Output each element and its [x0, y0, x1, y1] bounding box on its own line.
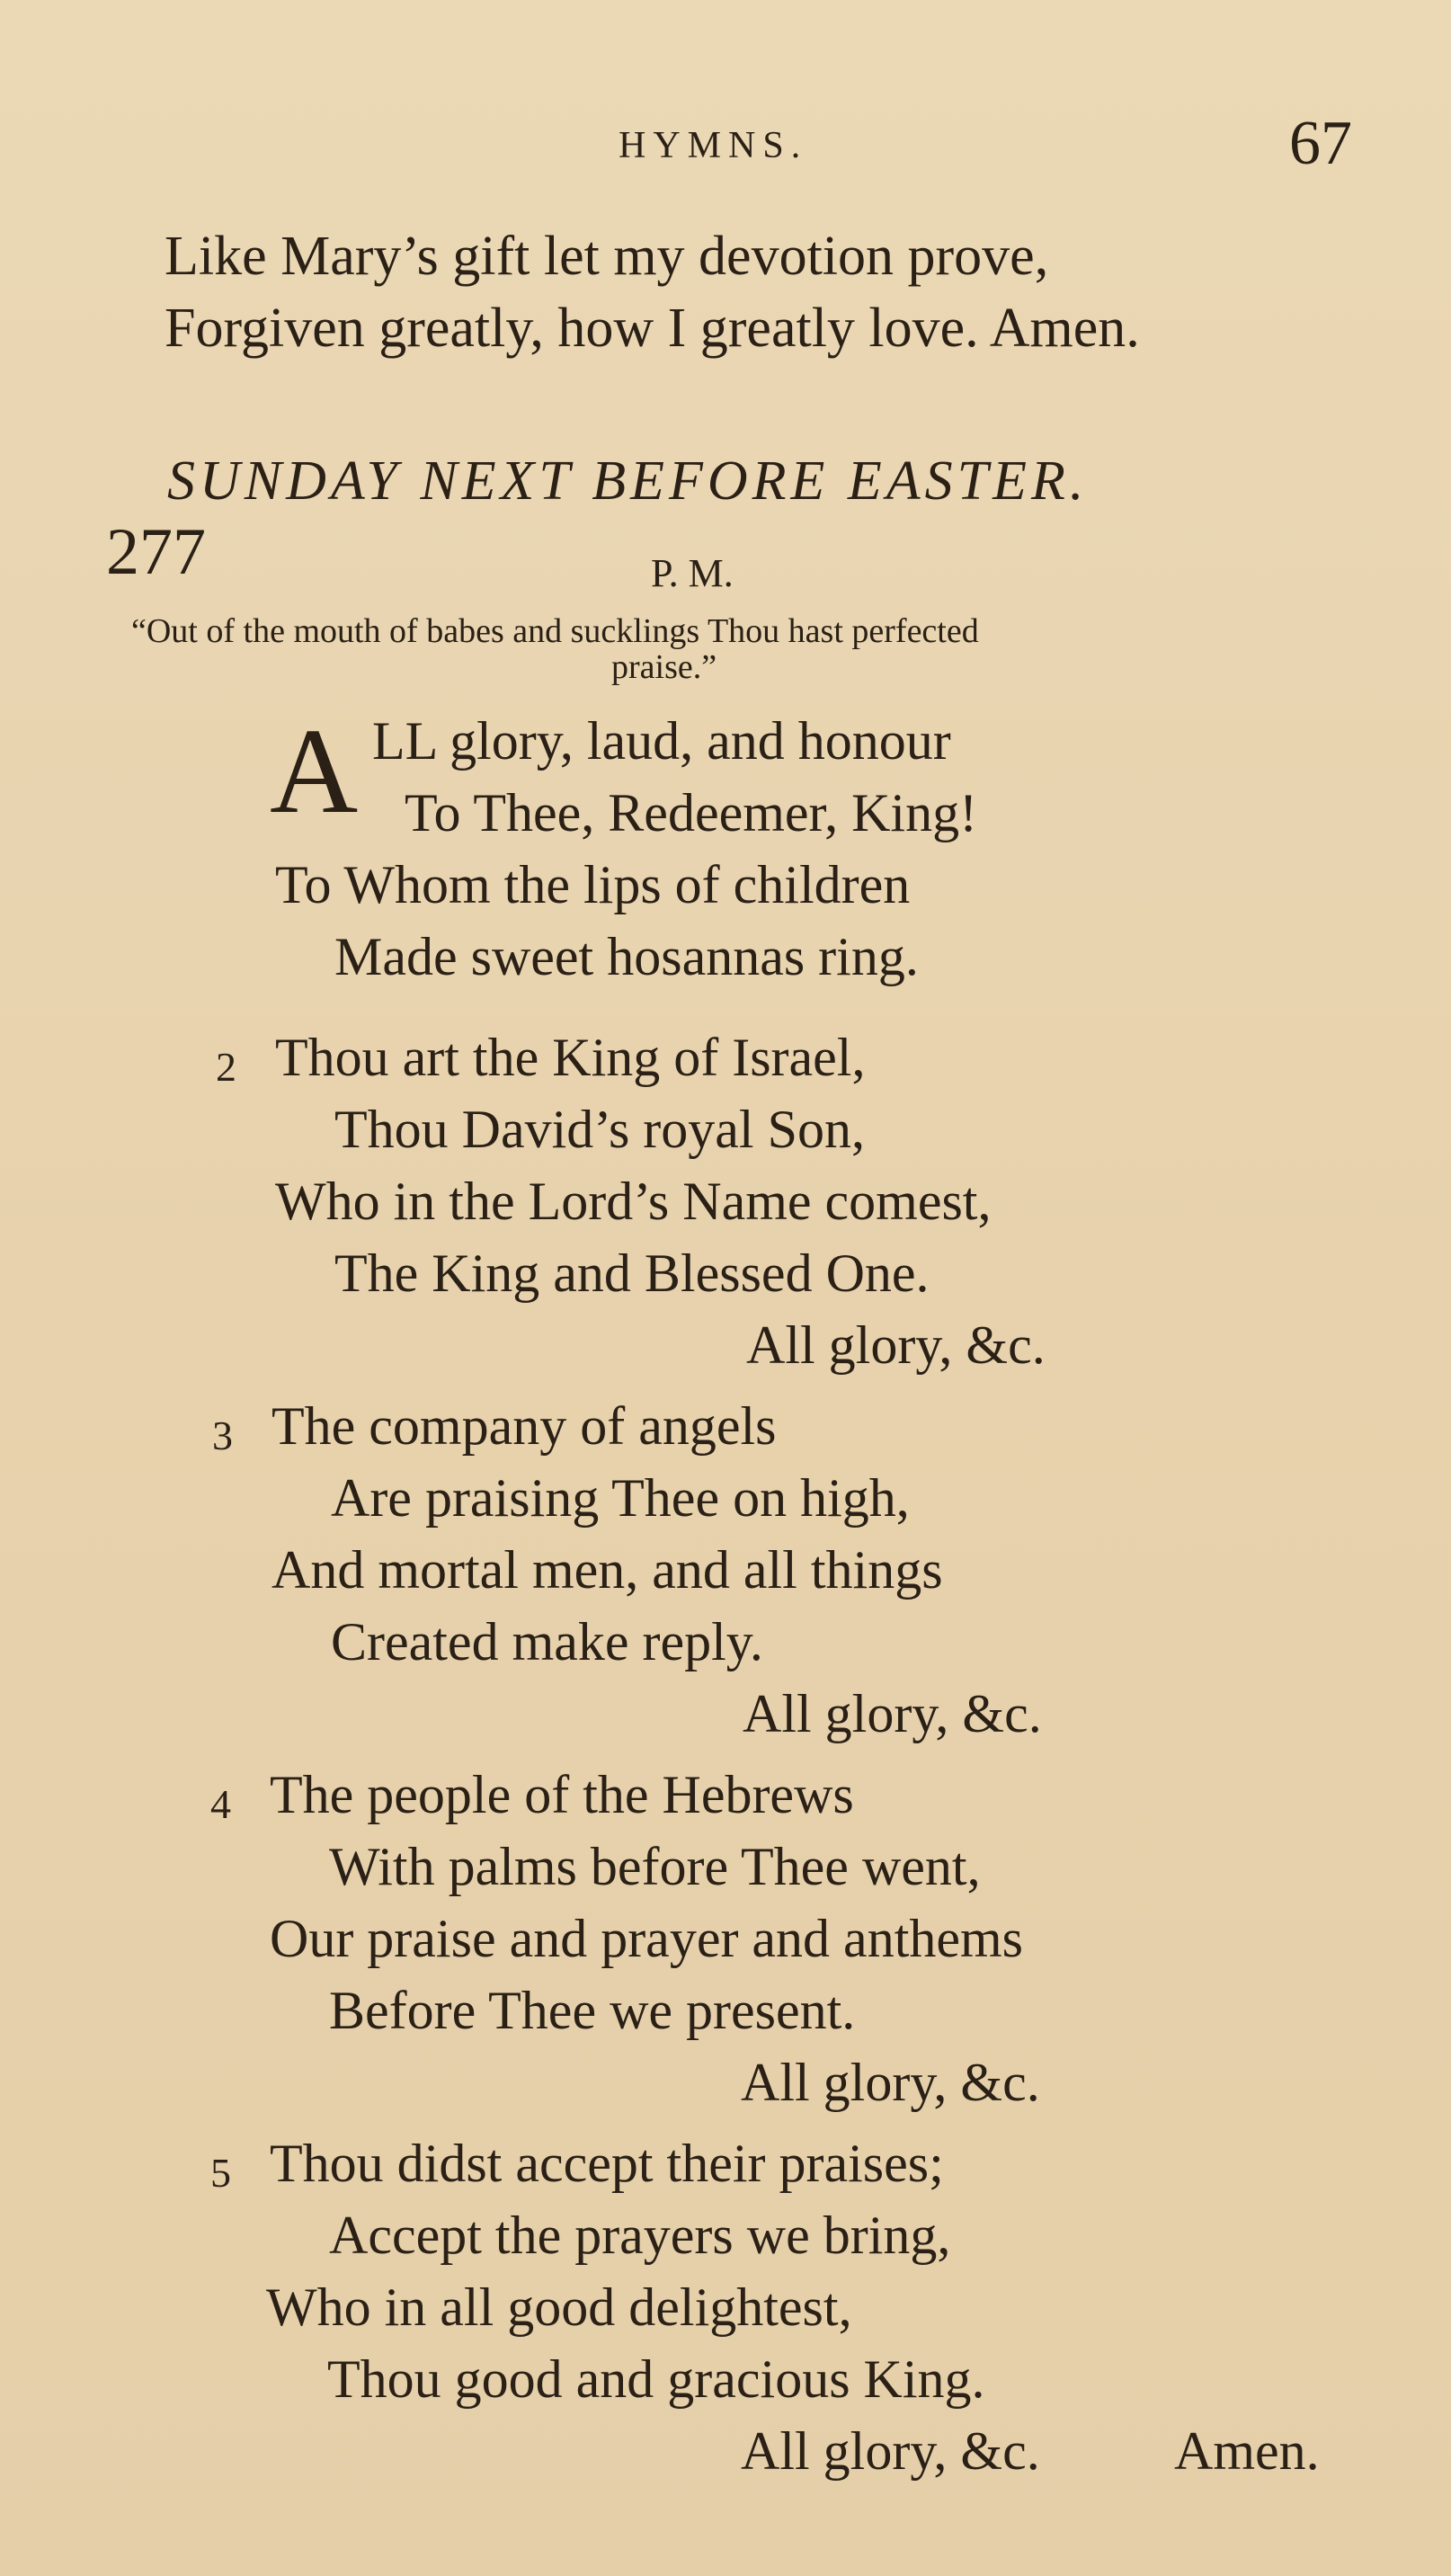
verse-2-number: 2: [216, 1044, 236, 1090]
verse-2-line-3: Who in the Lord’s Name comest,: [275, 1172, 992, 1231]
epigraph-line-2: praise.”: [611, 648, 717, 686]
page-number: 67: [1289, 109, 1352, 178]
epigraph-line-1: “Out of the mouth of babes and sucklings Thou hast perfected: [131, 612, 979, 650]
verse-2-line-2: Thou David’s royal Son,: [334, 1100, 865, 1159]
drop-cap: A: [270, 704, 359, 839]
verse-3-number: 3: [212, 1413, 233, 1458]
verse-1-line-4: Made sweet hosannas ring.: [334, 927, 919, 986]
verse-2-line-4: The King and Blessed One.: [334, 1243, 930, 1303]
hymn-meter: P. M.: [651, 551, 734, 595]
verse-2-refrain: All glory, &c.: [746, 1315, 1046, 1375]
verse-5-line-2: Accept the prayers we bring,: [329, 2206, 951, 2265]
verse-5-line-4: Thou good and gracious King.: [327, 2349, 985, 2409]
verse-4-line-3: Our praise and prayer and anthems: [270, 1909, 1024, 1968]
verse-3-line-4: Created make reply.: [331, 1612, 763, 1671]
verse-2-line-1: Thou art the King of Israel,: [275, 1028, 866, 1087]
verse-5-refrain: All glory, &c.: [741, 2421, 1040, 2481]
verse-4-number: 4: [210, 1781, 231, 1827]
verse-3-line-3: And mortal men, and all things: [272, 1540, 943, 1600]
hymn-number: 277: [106, 515, 206, 589]
verse-4-refrain: All glory, &c.: [741, 2053, 1040, 2112]
verse-5-amen: Amen.: [1174, 2421, 1320, 2481]
verse-3-refrain: All glory, &c.: [743, 1684, 1042, 1743]
verse-5-number: 5: [210, 2150, 231, 2196]
verse-1-line-1: LL glory, laud, and honour: [372, 711, 951, 771]
verse-4-line-4: Before Thee we present.: [329, 1981, 856, 2040]
verse-1-line-2: To Thee, Redeemer, King!: [405, 783, 978, 842]
section-title: SUNDAY NEXT BEFORE EASTER.: [167, 450, 1089, 512]
verse-1-line-3: To Whom the lips of children: [275, 855, 911, 914]
carry-over-line-2: Forgiven greatly, how I greatly love. Amen.: [165, 298, 1140, 359]
verse-5-line-3: Who in all good delightest,: [266, 2277, 852, 2337]
verse-3-line-1: The company of angels: [272, 1396, 777, 1456]
verse-5-line-1: Thou didst accept their praises;: [270, 2134, 944, 2193]
verse-4-line-2: With palms before Thee went,: [329, 1837, 981, 1896]
running-title: HYMNS.: [619, 125, 808, 166]
carry-over-line-1: Like Mary’s gift let my devotion prove,: [165, 226, 1049, 287]
verse-4-line-1: The people of the Hebrews: [270, 1765, 854, 1824]
verse-3-line-2: Are praising Thee on high,: [331, 1468, 910, 1528]
